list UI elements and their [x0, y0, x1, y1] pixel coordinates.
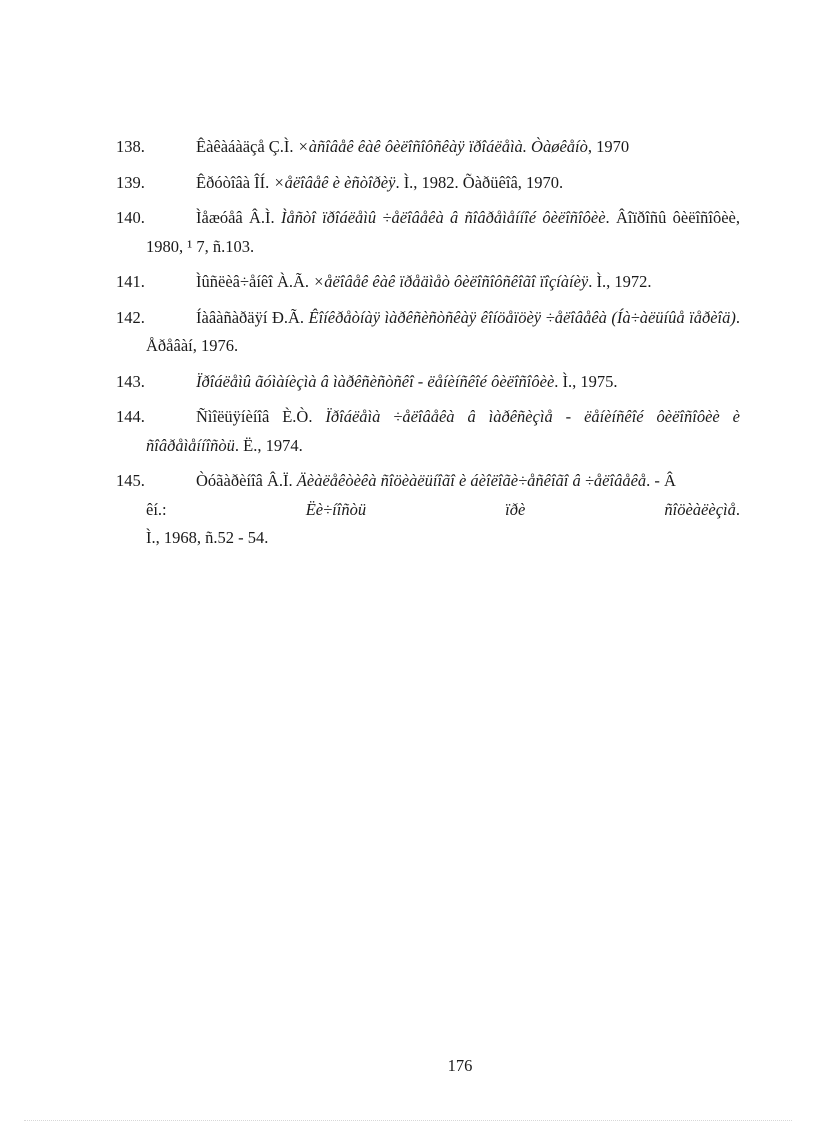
reference-text: . Ì., 1972.	[588, 272, 652, 291]
reference-line	[146, 496, 740, 525]
reference-text: Êðóòîâà ÎÍ.	[196, 172, 274, 192]
page-bottom-rule	[24, 1120, 792, 1121]
reference-number: 143.	[116, 371, 145, 391]
reference-text: . Ì., 1982. Õàðüêîâ, 1970.	[395, 172, 564, 192]
reference-text: Íàâàñàðäÿí Ð.Ã.	[196, 307, 309, 327]
reference-text: êí.:	[146, 499, 306, 519]
reference-title: Ëè÷íîñòü ïðè ñîöèàëèçìå	[305, 499, 736, 519]
reference-title: ×åëîâåê êàê ïðåäìåò ôèëîñîôñêîãî ïîçíàíèÿ	[313, 272, 589, 291]
reference-title: Ïðîáëåìà ÷åëîâåêà â ìàðêñèçìå - ëåíèíñêîé ôèëîñîôèè è ñîâðåìåííîñòü	[146, 407, 740, 455]
reference-title: Ïðîáëåìû ãóìàíèçìà â ìàðêñèñòñêî - ëåíèíñêîé ôèëîñîôèè	[196, 371, 555, 391]
reference-title: Êîíêðåòíàÿ ìàðêñèñòñêàÿ êîíöåïöèÿ ÷åëîâåêà (Íà÷àëüíûå ïåðèîä)	[308, 307, 736, 327]
reference-text: , 1970	[587, 137, 630, 156]
reference-line	[196, 471, 676, 490]
reference-text: Ìûñëèâ÷åíêî À.Ã.	[196, 272, 314, 291]
reference-number: 138.	[116, 137, 145, 156]
reference-number: 140.	[116, 208, 145, 227]
reference-title: Äèàëåêòèêà ñîöèàëüíîãî è áèîëîãè÷åñêîãî â ÷åëîâåêå	[296, 471, 647, 490]
reference-number: 141.	[116, 272, 145, 291]
reference-list	[116, 133, 740, 560]
reference-item	[116, 169, 740, 198]
reference-text: .	[735, 499, 740, 519]
reference-item	[116, 268, 740, 297]
reference-text: . Åðåâàí, 1976.	[146, 307, 741, 355]
reference-number: 139.	[116, 172, 145, 192]
reference-item	[116, 304, 740, 361]
reference-title: Ìåñòî ïðîáëåìû ÷åëîâåêà â ñîâðåìåííîé ôèëîñîôèè	[280, 208, 606, 227]
reference-text: . - Â	[646, 471, 676, 490]
reference-title: ×åëîâåê è èñòîðèÿ	[273, 172, 396, 192]
reference-item	[116, 368, 740, 397]
reference-text: Òóãàðèíîâ Â.Ï.	[196, 471, 297, 490]
reference-text: Ìåæóåâ Â.Ì.	[196, 208, 281, 227]
reference-item	[116, 204, 740, 261]
reference-text: Ñìîëüÿíèíîâ È.Ò.	[196, 407, 326, 426]
reference-title: ×àñîâåê êàê ôèëîñîôñêàÿ ïðîáëåìà. Òàøêåíò	[297, 137, 588, 156]
page-number: 176	[447, 1056, 473, 1075]
reference-text: . Ë., 1974.	[234, 435, 303, 455]
reference-item	[116, 133, 740, 162]
reference-line: Ì., 1968, ñ.52 - 54.	[146, 528, 269, 547]
reference-text: . Âîïðîñû ôèëîñîôèè, 1980, ¹ 7, ñ.103.	[146, 208, 740, 256]
reference-number: 144.	[116, 407, 145, 426]
reference-text: . Ì., 1975.	[554, 371, 618, 391]
reference-number: 142.	[116, 307, 145, 327]
reference-text: Êàêàáàäçå Ç.Ì.	[196, 137, 298, 156]
reference-item	[116, 467, 740, 553]
reference-number: 145.	[116, 471, 145, 490]
reference-item	[116, 403, 740, 460]
